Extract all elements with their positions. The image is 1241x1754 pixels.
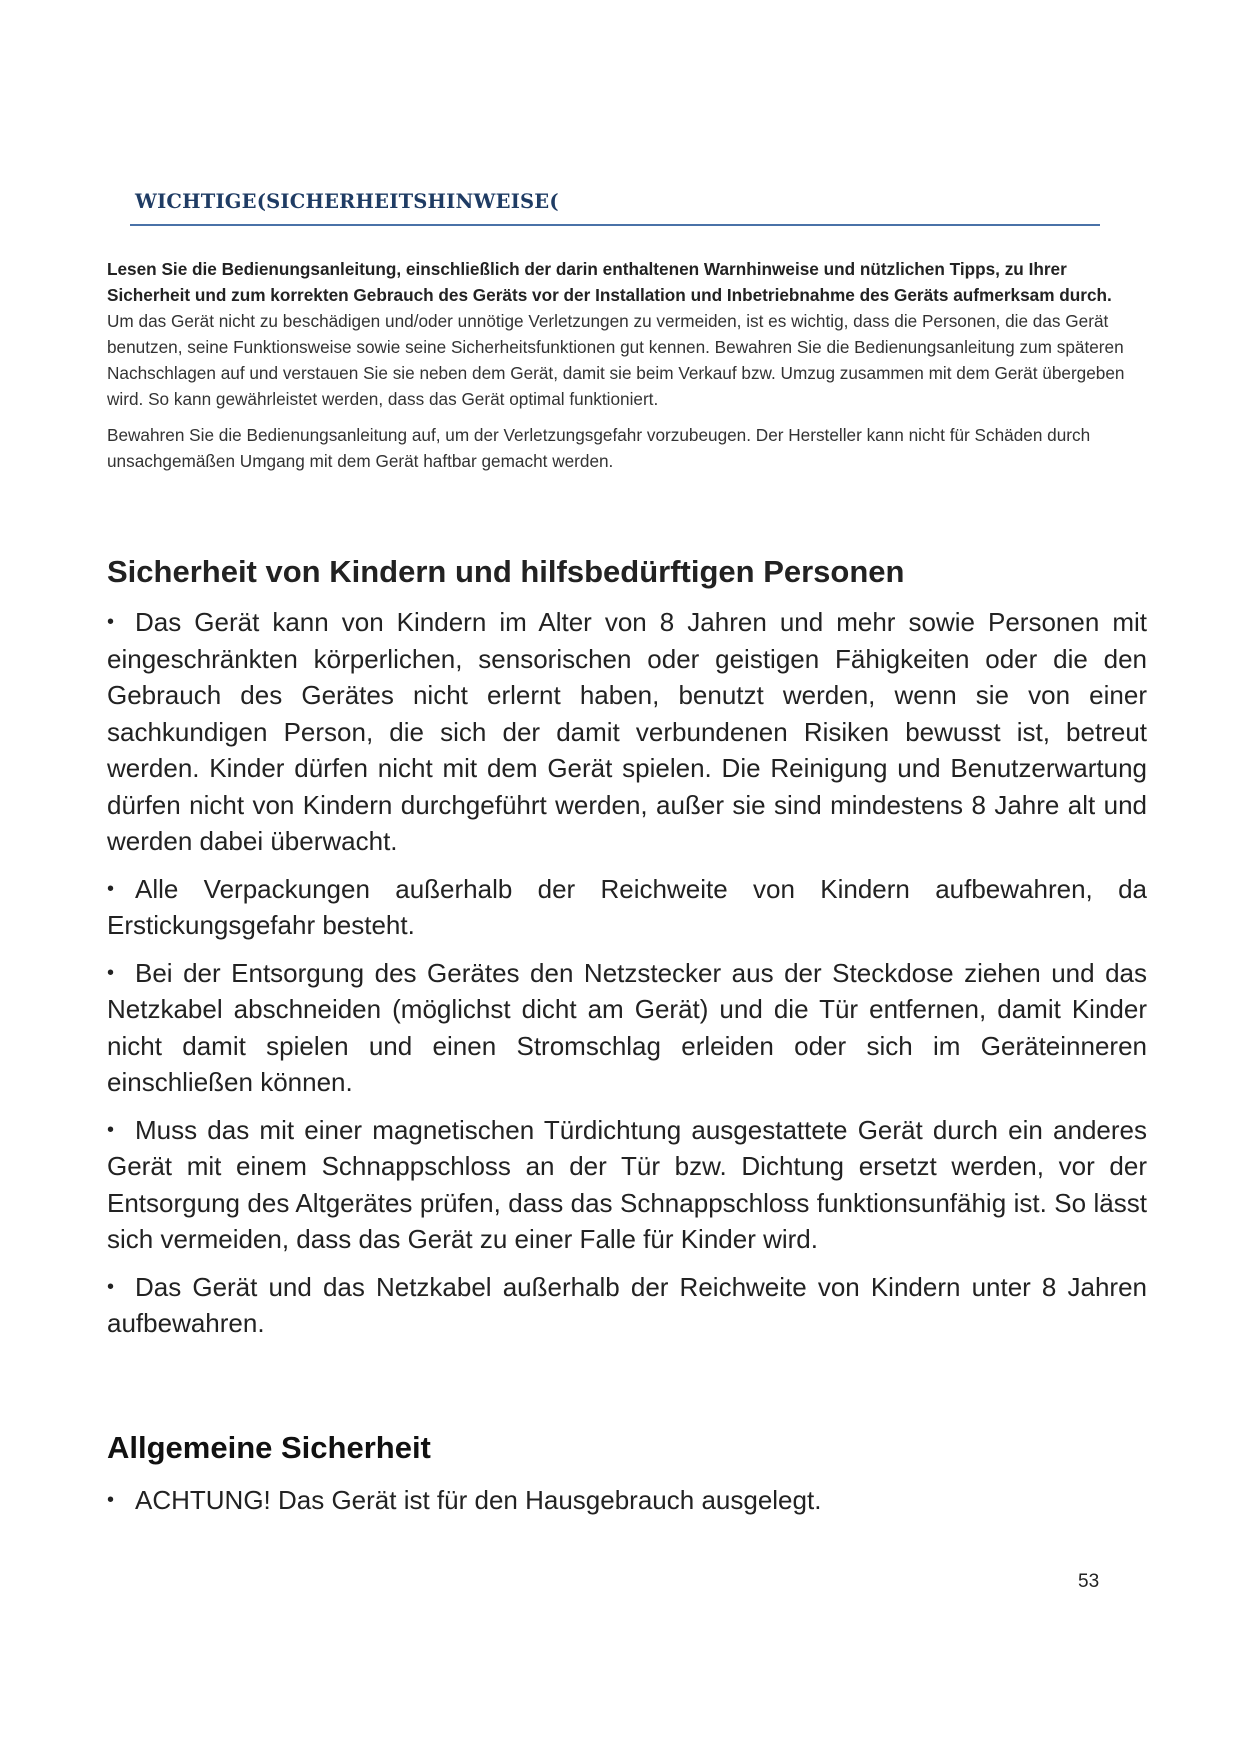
bullet-icon: • — [107, 1118, 115, 1141]
list-item-text: ACHTUNG! Das Gerät ist für den Hausgebrauch ausgelegt. — [135, 1485, 822, 1515]
list-item — [107, 1269, 1147, 1342]
header-divider — [130, 224, 1100, 226]
bullet-icon: • — [107, 961, 115, 984]
children-safety-list — [107, 604, 1147, 1353]
list-item-text: Muss das mit einer magnetischen Türdichtung ausgestattete Gerät durch ein anderes Gerät mit einem Schnappschloss an der Tür bzw. Dichtung ersetzt werden, vor der Entsorgung des Altgerätes prüfen, dass das Schnappschloss funktionsunfähig ist. So lässt sich vermeiden, dass das Gerät zu einer Falle für Kinder wird. — [107, 1114, 1147, 1254]
page-number: 53 — [1078, 1571, 1100, 1592]
list-item-text: Das Gerät und das Netzkabel außerhalb der Reichweite von Kindern unter 8 Jahren aufbewahren. — [107, 1271, 1147, 1338]
list-item — [107, 955, 1147, 1101]
section-title-children-safety: Sicherheit von Kindern und hilfsbedürftigen Personen — [107, 554, 905, 589]
list-item-text: Alle Verpackungen außerhalb der Reichweite von Kindern aufbewahren, da Erstickungsgefahr besteht. — [107, 873, 1147, 940]
list-item-text: Bei der Entsorgung des Gerätes den Netzstecker aus der Steckdose ziehen und das Netzkabel abschneiden (möglichst dicht am Gerät) und die Tür entfernen, damit Kinder nicht damit spielen und einen Stromschlag erleiden oder sich im Geräteinneren einschließen können. — [107, 957, 1147, 1097]
intro-normal-text: Um das Gerät nicht zu beschädigen und/oder unnötige Verletzungen zu vermeiden, ist es wichtig, dass die Personen, die das Gerät benutzen, seine Funktionsweise sowie seine Sicherheitsfunktionen gut kennen. Bewahren Sie die Bedienungsanleitung zum späteren Nachschlagen auf und verstauen Sie sie neben dem Gerät, damit sie beim Verkauf bzw. Umzug zusammen mit dem Gerät übergeben wird. So kann gewährleistet werden, dass das Gerät optimal funktioniert. — [107, 311, 1125, 409]
list-item — [107, 871, 1147, 944]
intro-bold-text: Lesen Sie die Bedienungsanleitung, einschließlich der darin enthaltenen Warnhinweise und nützlichen Tipps, zu Ihrer Sicherheit und zum korrekten Gebrauch des Geräts vor der Installation und Inbetriebnahme des Geräts aufmerksam durch. — [107, 259, 1112, 305]
bullet-icon: • — [107, 1275, 115, 1298]
list-item-text: Das Gerät kann von Kindern im Alter von 8 Jahren und mehr sowie Personen mit eingeschränkten körperlichen, sensorischen oder geistigen Fähigkeiten oder die den Gebrauch des Gerätes nicht erlernt haben, benutzt werden, wenn sie von einer sachkundigen Person, die sich der damit verbundenen Risiken bewusst ist, betreut werden. Kinder dürfen nicht mit dem Gerät spielen. Die Reinigung und Benutzerwartung dürfen nicht von Kindern durchgeführt werden, außer sie sind mindestens 8 Jahre alt und werden dabei überwacht. — [107, 607, 1147, 856]
bullet-icon: • — [107, 877, 115, 900]
intro-paragraph-2: Bewahren Sie die Bedienungsanleitung auf, um der Verletzungsgefahr vorzubeugen. Der Hersteller kann nicht für Schäden durch unsachgemäßen Umgang mit dem Gerät haftbar gemacht werden. — [107, 425, 1091, 471]
bullet-icon: • — [107, 1489, 115, 1511]
intro-text — [107, 256, 1125, 474]
list-item — [107, 1482, 1147, 1519]
section-title-general-safety: Allgemeine Sicherheit — [107, 1430, 431, 1465]
list-item — [107, 604, 1147, 860]
intro-paragraph-1 — [107, 256, 1125, 412]
page-header-title: WICHTIGE(SICHERHEITSHINWEISE( — [135, 190, 559, 213]
general-safety-list — [107, 1482, 1147, 1530]
list-item — [107, 1112, 1147, 1258]
bullet-icon: • — [107, 611, 115, 633]
